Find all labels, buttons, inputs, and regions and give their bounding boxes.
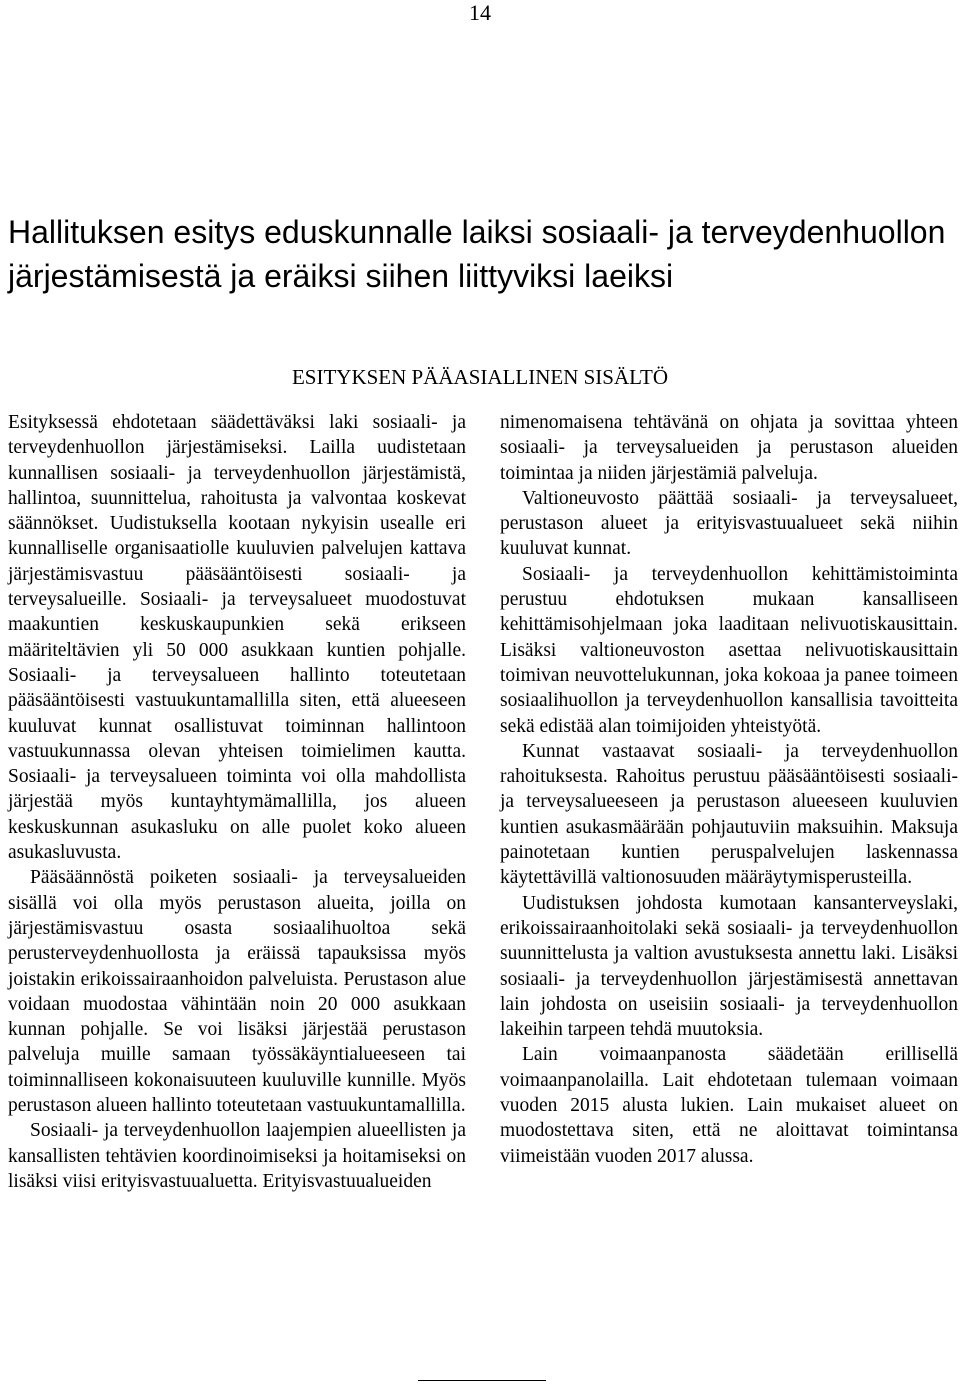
left-paragraph-3: Sosiaali- ja terveydenhuollon laajempien alueellisten ja kansallisten tehtävien koordinoimiseksi ja hoitamiseksi on lisäksi viisi erityisvastuualuetta. Erityisvastuualueiden xyxy=(8,1120,466,1192)
document-title: Hallituksen esitys eduskunnalle laiksi sosiaali- ja terveydenhuollon järjestämisestä ja eräiksi siihen liittyviksi laeiksi xyxy=(8,214,946,294)
right-paragraph-6: Lain voimaanpanosta säädetään erillisellä voimaanpanolailla. Lait ehdotetaan tulemaan voimaan vuoden 2015 alusta lukien. Lain mukaiset alueet on muodostettava siten, että ne aloittavat toimintansa viimeistään vuoden 2017 alussa. xyxy=(500,1044,958,1167)
page-number: 14 xyxy=(469,0,491,25)
footnote-divider xyxy=(418,1380,546,1381)
right-paragraph-5: Uudistuksen johdosta kumotaan kansanterveyslaki, erikoissairaanhoitolaki sekä sosiaali- ja terveydenhuollon suunnittelusta ja valtion avustuksesta annettu laki. Lisäksi sosiaali- ja terveydenhuollon järjestämisestä annettavan lain johdosta on useisiin sosiaali- ja terveydenhuollon lakeihin tarpeen tehdä muutoksia. xyxy=(500,892,958,1041)
right-paragraph-2: Valtioneuvosto päättää sosiaali- ja terveysalueet, perustason alueet ja erityisvastuualueet sekä niihin kuuluvat kunnat. xyxy=(500,487,958,560)
left-paragraph-2: Pääsäännöstä poiketen sosiaali- ja terveysalueiden sisällä voi olla myös perustason alueita, joilla on järjestämisvastuu osasta sosiaalihuoltoa sekä perusterveydenhuollosta ja eräissä tapauksissa myös joistakin erikoissairaanhoidon palveluista. Perustason alue voidaan muodostaa vähintään noin 20 000 asukkaan kunnan pohjalle. Se voi lisäksi järjestää perustason palveluja muille samaan työssäkäyntialueeseen tai toiminnalliseen kokonaisuuteen kuuluville kunnille. Myös perustason alueen hallinto toteutetaan vastuukuntamallilla. xyxy=(8,867,466,1117)
right-paragraph-4: Kunnat vastaavat sosiaali- ja terveydenhuollon rahoituksesta. Rahoitus perustuu pääsääntöisesti sosiaali- ja terveysalueeseen ja perustason alueeseen kuuluvien kuntien asukasmäärään pohjautuviin maksuihin. Maksuja painotetaan kuntien peruspalvelujen laskennassa käytettävillä valtionosuuden määräytymisperusteilla. xyxy=(500,740,958,889)
right-paragraph-3: Sosiaali- ja terveydenhuollon kehittämistoiminta perustuu ehdotuksen mukaan kansalliseen kehittämisohjelmaan joka laaditaan nelivuotiskausittain. Lisäksi valtioneuvoston asettaa nelivuotiskausittain toimivan neuvottelukunnan, joka kokoaa ja panee toimeen sosiaalihuollon ja terveydenhuollon kansallisia tavoitteita sekä edistää alan toimijoiden yhteistyötä. xyxy=(500,563,958,737)
section-heading: ESITYKSEN PÄÄASIALLINEN SISÄLTÖ xyxy=(291,365,669,389)
left-paragraph-1: Esityksessä ehdotetaan säädettäväksi laki sosiaali- ja terveydenhuollon järjestämiseksi. Lailla uudistetaan kunnallisen sosiaali- ja terveydenhuollon järjestämistä, hallintoa, suunnittelua, rahoitusta ja valvontaa koskevat säännökset. Uudistuksella kootaan nykyisin usealle eri kunnalliselle organisaatiolle kuuluvien palvelujen kattava järjestämisvastuu pääsääntöisesti sosiaali- ja terveysalueille. Sosiaali- ja terveysalueet muodostuvat maakuntien keskuskaupunkien sekä erikseen määriteltävien yli 50 000 asukkaan kuntien pohjalle. Sosiaali- ja terveysalueen hallinto toteutetaan pääsääntöisesti vastuukuntamallilla siten, että alueeseen kuuluvat kunnat osallistuvat toiminnan hallintoon vastuukunnassa olevan yhteisen toimielimen kautta. Sosiaali- ja terveysalueen toiminta voi olla mahdollista järjestää myös kuntayhtymämallilla, jos alueen keskuskunnan asukasluku on alle puolet koko alueen asukasluvusta. xyxy=(8,412,466,864)
left-column xyxy=(8,410,466,1194)
right-paragraph-1: nimenomaisena tehtävänä on ohjata ja sovittaa yhteen sosiaali- ja terveysalueiden ja perustason alueiden toimintaa ja niiden järjestämiä palveluja. xyxy=(500,412,958,484)
right-column xyxy=(500,410,958,1169)
